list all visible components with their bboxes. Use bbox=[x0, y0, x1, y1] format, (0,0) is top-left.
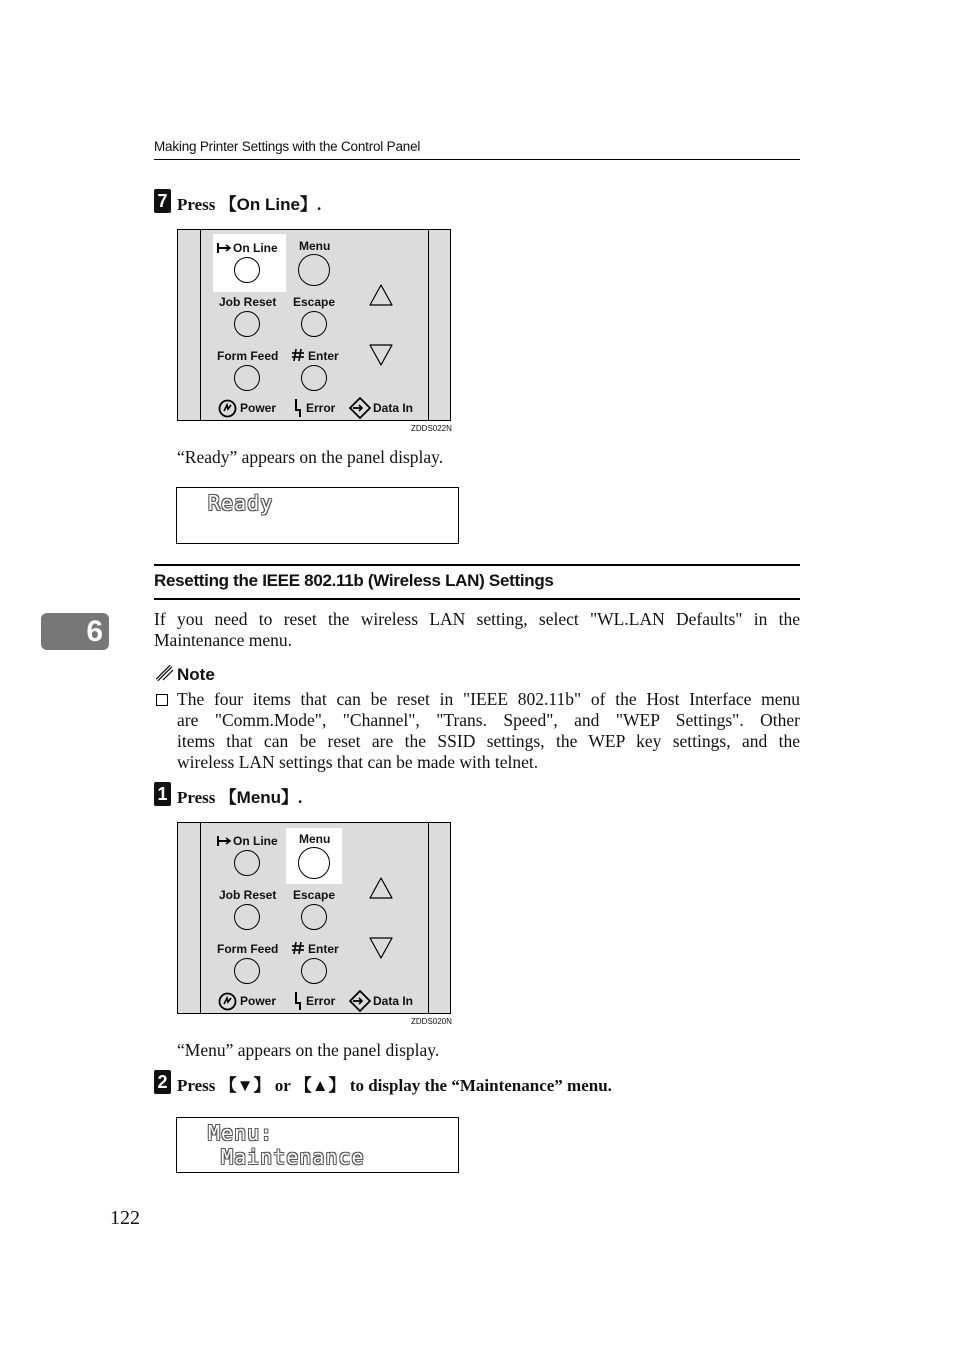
step-1-suffix: . bbox=[298, 788, 303, 807]
chapter-tab: 6 bbox=[41, 613, 109, 650]
up-arrow-button-icon[interactable] bbox=[368, 283, 394, 307]
on-line-icon bbox=[216, 241, 232, 255]
down-arrow-button-icon[interactable] bbox=[368, 936, 394, 960]
menu-key-label: 【Menu】 bbox=[219, 788, 299, 807]
job-reset-label: Job Reset bbox=[219, 295, 277, 309]
figure-2-code: ZDDS020N bbox=[411, 1017, 452, 1026]
step-1-prefix: Press bbox=[177, 788, 220, 807]
section-title: Resetting the IEEE 802.11b (Wireless LAN) Settings bbox=[154, 571, 554, 590]
step-2-middle: or bbox=[270, 1076, 295, 1095]
lcd-display-ready bbox=[176, 487, 459, 544]
on-line-button[interactable] bbox=[234, 257, 260, 283]
caption-menu: “Menu” appears on the panel display. bbox=[177, 1040, 440, 1060]
note-title: Note bbox=[177, 665, 215, 684]
escape-button[interactable] bbox=[301, 904, 327, 930]
enter-label: Enter bbox=[308, 349, 339, 363]
enter-label: Enter bbox=[308, 942, 339, 956]
enter-button[interactable] bbox=[301, 958, 327, 984]
step-2-instruction bbox=[177, 1074, 612, 1098]
step-7-instruction bbox=[177, 193, 321, 217]
menu-button[interactable] bbox=[298, 254, 330, 286]
panel-left-divider bbox=[200, 823, 201, 1013]
intro-line-1: If you need to reset the wireless LAN setting, select "WL.LAN Defaults" in the bbox=[154, 609, 800, 629]
section-rule-bottom bbox=[154, 598, 800, 600]
error-icon bbox=[293, 398, 303, 418]
menu-label: Menu bbox=[299, 832, 331, 846]
note-body bbox=[177, 689, 800, 773]
on-line-button[interactable] bbox=[234, 850, 260, 876]
note-line-4: wireless LAN settings that can be made with telnet. bbox=[177, 752, 539, 772]
on-line-label: On Line bbox=[233, 241, 278, 255]
lcd-2-line-1: Menu: bbox=[208, 1121, 274, 1145]
power-icon bbox=[218, 992, 237, 1011]
panel-right-divider bbox=[428, 823, 429, 1013]
control-panel-figure-1 bbox=[177, 229, 451, 421]
enter-hash-icon bbox=[291, 348, 305, 362]
note-line-2: are "Comm.Mode", "Channel", "Trans. Speed", and "WEP Settings". Other bbox=[177, 710, 800, 730]
panel-right-divider bbox=[428, 230, 429, 420]
job-reset-label: Job Reset bbox=[219, 888, 277, 902]
error-icon bbox=[293, 991, 303, 1011]
header-rule bbox=[154, 159, 800, 160]
on-line-icon bbox=[216, 834, 232, 848]
data-in-label: Data In bbox=[373, 994, 414, 1008]
down-arrow-button-icon[interactable] bbox=[368, 343, 394, 367]
page-number: 122 bbox=[110, 1207, 140, 1229]
data-in-icon bbox=[349, 397, 371, 419]
up-key-label: 【▲】 bbox=[294, 1076, 346, 1095]
section-intro bbox=[154, 609, 800, 651]
form-feed-button[interactable] bbox=[234, 958, 260, 984]
down-key-label: 【▼】 bbox=[219, 1076, 271, 1095]
escape-button[interactable] bbox=[301, 311, 327, 337]
job-reset-button[interactable] bbox=[234, 311, 260, 337]
lcd-2-line-2: Maintenance bbox=[208, 1145, 365, 1169]
figure-1-code: ZDDS022N bbox=[411, 424, 452, 433]
escape-label: Escape bbox=[293, 888, 336, 902]
enter-hash-icon bbox=[291, 941, 305, 955]
intro-line-2: Maintenance menu. bbox=[154, 630, 293, 650]
power-label: Power bbox=[240, 401, 277, 415]
on-line-key-label: 【On Line】 bbox=[219, 195, 317, 214]
step-2-suffix: to display the “Maintenance” menu. bbox=[345, 1076, 612, 1095]
data-in-label: Data In bbox=[373, 401, 414, 415]
data-in-icon bbox=[349, 990, 371, 1012]
step-number-1: 1 bbox=[154, 782, 171, 806]
error-label: Error bbox=[306, 401, 336, 415]
menu-button[interactable] bbox=[298, 847, 330, 879]
step-7-suffix: . bbox=[316, 195, 322, 214]
step-1-instruction bbox=[177, 786, 302, 810]
caption-ready: “Ready” appears on the panel display. bbox=[177, 447, 444, 467]
note-line-1: The four items that can be reset in "IEEE 802.11b" of the Host Interface menu bbox=[177, 689, 800, 709]
enter-button[interactable] bbox=[301, 365, 327, 391]
note-checkbox-icon bbox=[156, 694, 168, 706]
escape-label: Escape bbox=[293, 295, 336, 309]
panel-left-divider bbox=[200, 230, 201, 420]
job-reset-button[interactable] bbox=[234, 904, 260, 930]
power-label: Power bbox=[240, 994, 277, 1008]
form-feed-button[interactable] bbox=[234, 365, 260, 391]
step-number-2: 2 bbox=[154, 1070, 171, 1094]
menu-label: Menu bbox=[299, 239, 331, 253]
note-pencil-icon bbox=[154, 664, 174, 682]
control-panel-figure-2 bbox=[177, 822, 451, 1014]
form-feed-label: Form Feed bbox=[217, 942, 279, 956]
form-feed-label: Form Feed bbox=[217, 349, 279, 363]
note-line-3: items that can be reset are the SSID settings, the WEP key settings, and the bbox=[177, 731, 800, 751]
step-2-prefix: Press bbox=[177, 1076, 220, 1095]
on-line-label: On Line bbox=[233, 834, 278, 848]
step-7-prefix: Press bbox=[177, 195, 220, 214]
step-number-7: 7 bbox=[154, 189, 171, 213]
up-arrow-button-icon[interactable] bbox=[368, 876, 394, 900]
running-header: Making Printer Settings with the Control Panel bbox=[154, 139, 421, 154]
power-icon bbox=[218, 399, 237, 418]
error-label: Error bbox=[306, 994, 336, 1008]
lcd-1-line-1: Ready bbox=[208, 491, 274, 515]
lcd-display-maintenance bbox=[176, 1117, 459, 1173]
section-rule-top bbox=[154, 564, 800, 566]
